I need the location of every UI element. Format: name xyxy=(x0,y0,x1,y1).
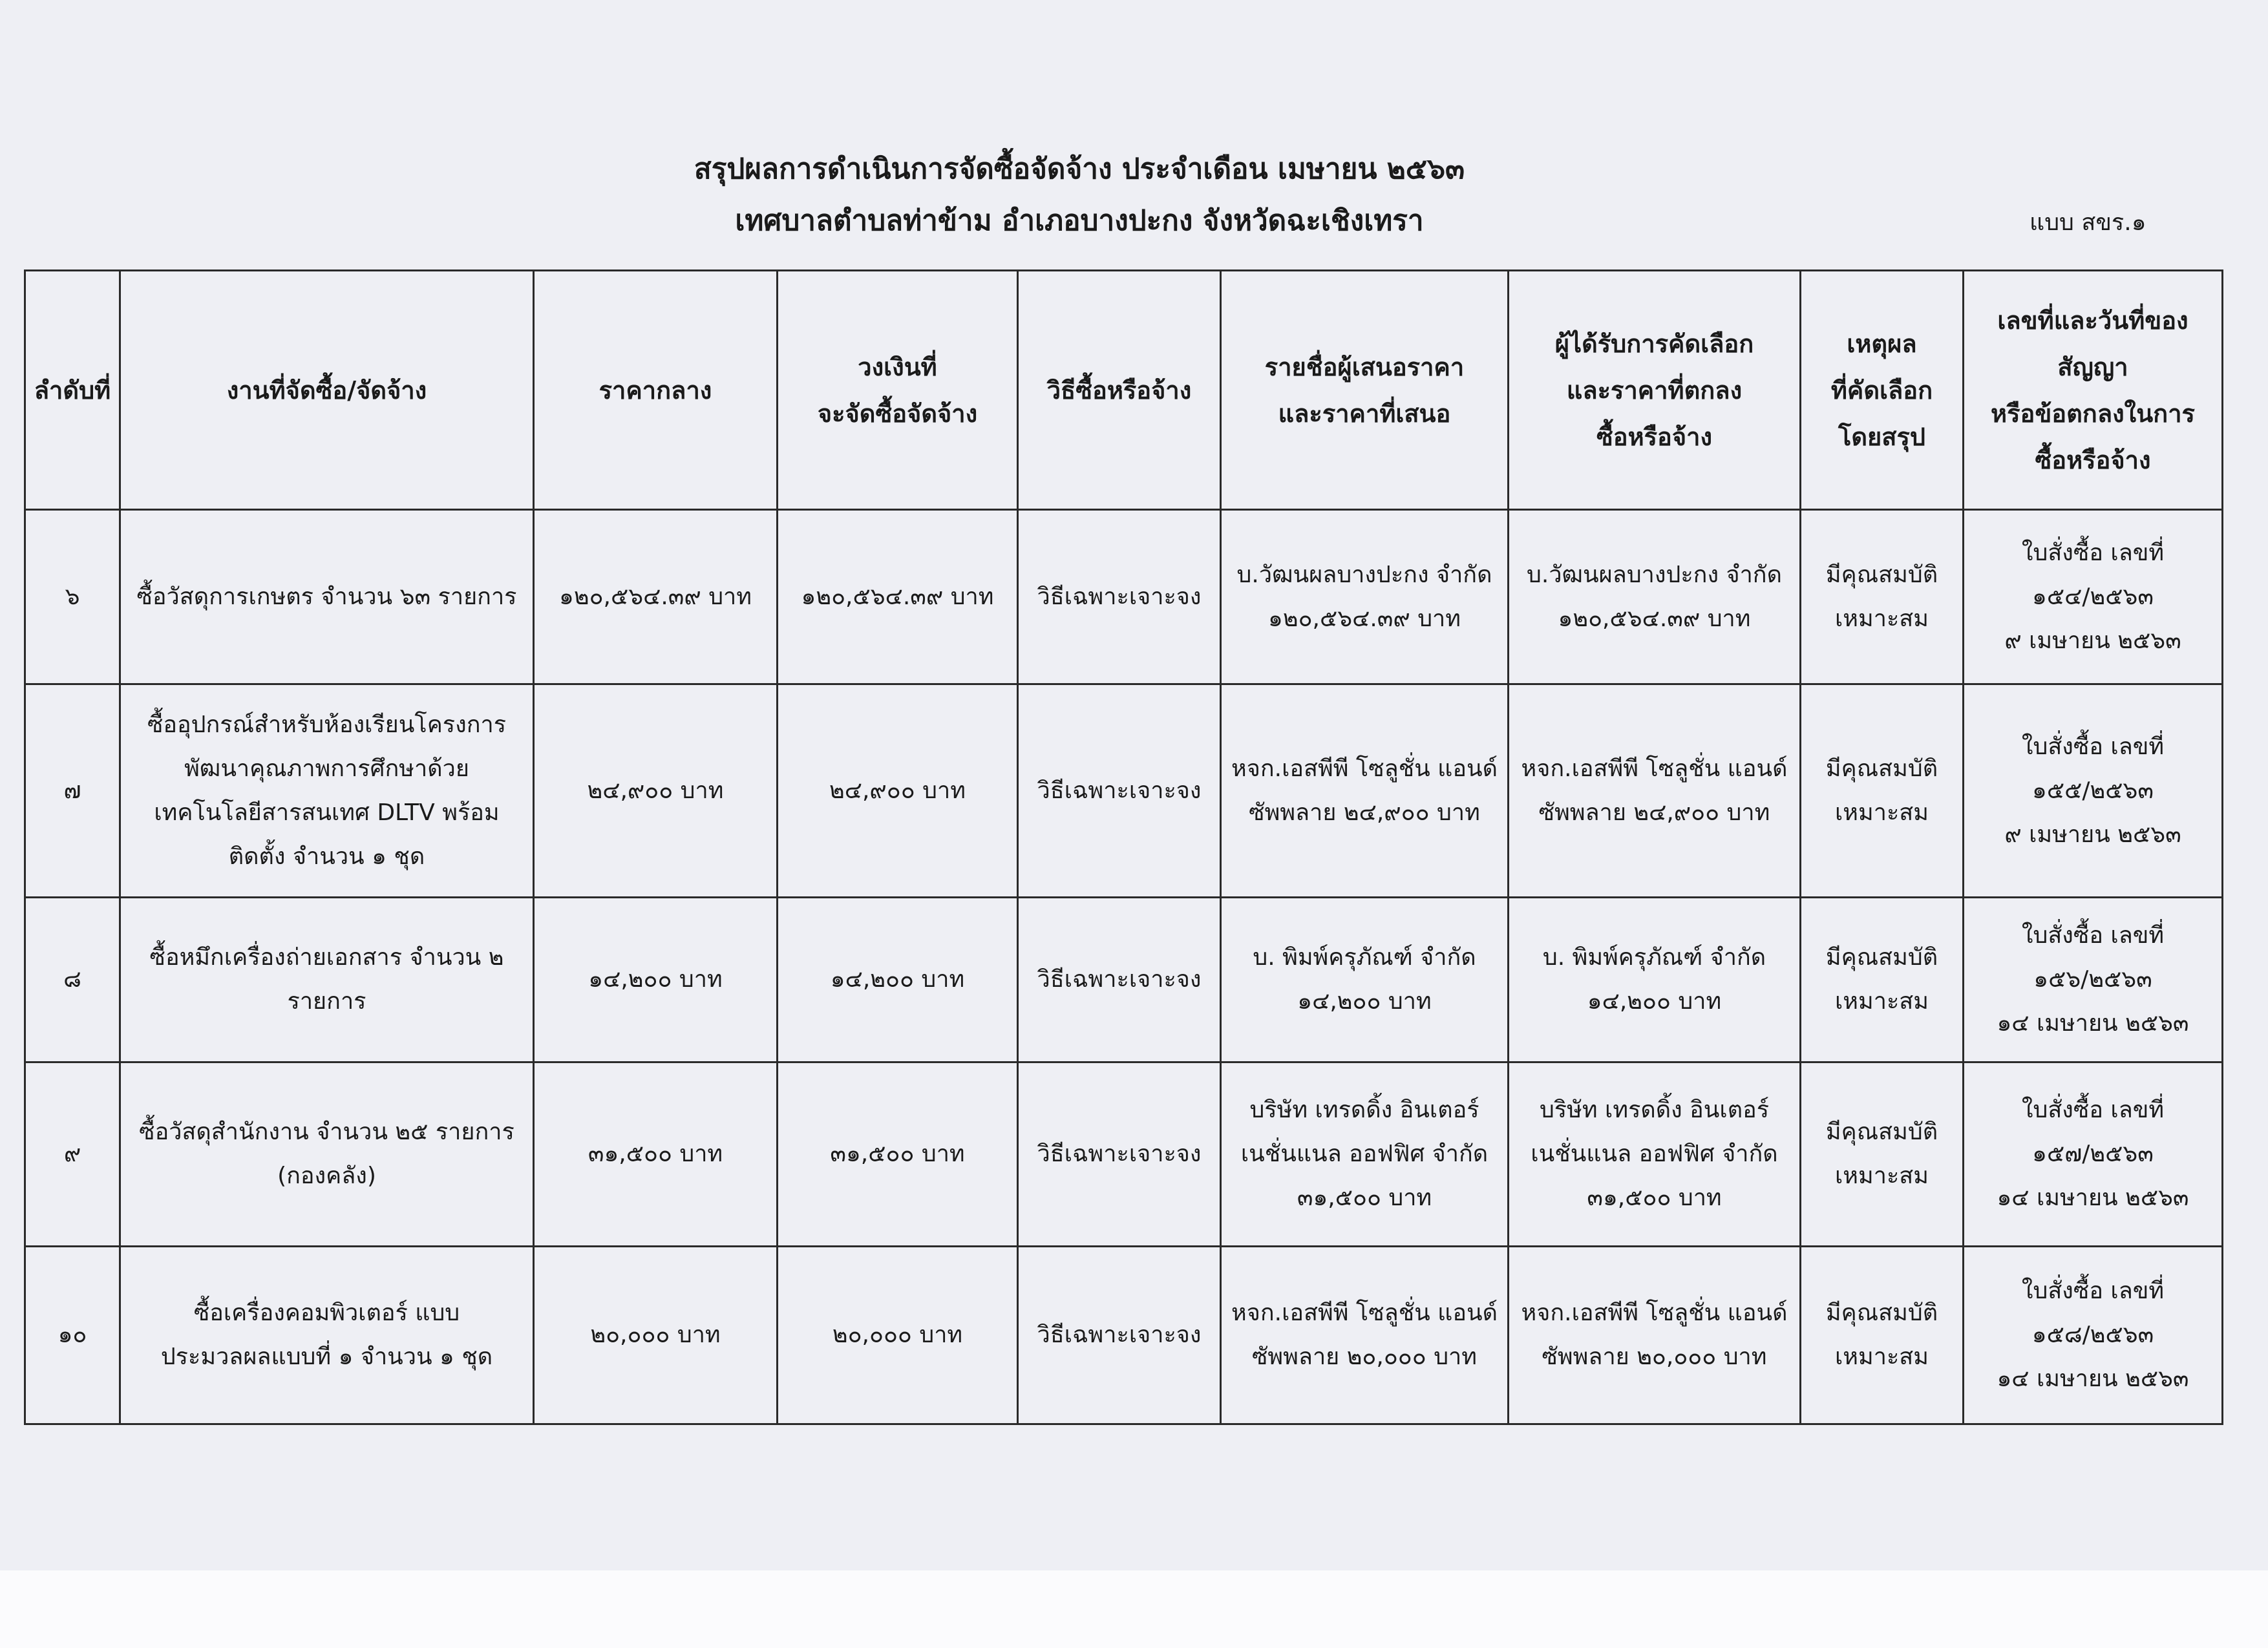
contract-reference: ใบสั่งซื้อ เลขที่ xyxy=(2021,1278,2165,1304)
row-number: ๑๐ xyxy=(58,1322,87,1348)
header-cell xyxy=(778,271,1018,510)
row-number: ๗ xyxy=(63,777,81,804)
header-label: งานที่จัดซื้อ/จัดจ้าง xyxy=(226,375,427,405)
selection-reason: เหมาะสม xyxy=(1834,799,1929,826)
selection-reason: มีคุณสมบัติ xyxy=(1825,1300,1938,1326)
procurement-method-cell xyxy=(1018,684,1221,898)
header-cell xyxy=(25,271,120,510)
selection-reason: มีคุณสมบัติ xyxy=(1825,561,1938,588)
median-price-cell xyxy=(534,1247,778,1424)
procurement-method: วิธีเฉพาะเจาะจง xyxy=(1037,583,1202,610)
row-number: ๖ xyxy=(65,583,80,610)
header-label: ผู้ได้รับการคัดเลือก xyxy=(1554,329,1754,358)
contract-reference: ๑๕๗/๒๕๖๓ xyxy=(2032,1141,2154,1167)
median-price: ๓๑,๕๐๐ บาท xyxy=(588,1141,723,1167)
header-cell xyxy=(120,271,534,510)
selection-reason-cell xyxy=(1801,898,1964,1062)
table-row xyxy=(25,510,2223,684)
budget-amount-cell xyxy=(778,1247,1018,1424)
item-description-cell xyxy=(120,510,534,684)
procurement-table xyxy=(24,269,2223,1425)
contract-reference-cell xyxy=(1964,1062,2223,1247)
table-header-row xyxy=(25,271,2223,510)
selected-vendor: ๓๑,๕๐๐ บาท xyxy=(1587,1185,1722,1211)
header-cell xyxy=(1221,271,1509,510)
budget-amount-cell xyxy=(778,684,1018,898)
header-label: โดยสรุป xyxy=(1838,422,1926,451)
header-label: วิธีซื้อหรือจ้าง xyxy=(1046,375,1192,405)
budget-amount-cell xyxy=(778,510,1018,684)
contract-reference: ใบสั่งซื้อ เลขที่ xyxy=(2021,733,2165,760)
document-subtitle: เทศบาลตำบลท่าข้าม อำเภอบางปะกง จังหวัดฉะเชิงเทรา xyxy=(735,204,1424,237)
selected-vendor: หจก.เอสพีพี โซลูชั่น แอนด์ xyxy=(1521,755,1788,782)
bidders-and-prices-cell xyxy=(1221,510,1509,684)
selected-vendor: ซัพพลาย ๒๐,๐๐๐ บาท xyxy=(1542,1344,1767,1370)
selected-vendor: เนชั่นแนล ออฟฟิศ จำกัด xyxy=(1531,1141,1778,1167)
contract-reference-cell xyxy=(1964,684,2223,898)
table-row xyxy=(25,1062,2223,1247)
bidders-and-prices: บ. พิมพ์ครุภัณฑ์ จำกัด xyxy=(1253,944,1476,971)
header-cell xyxy=(534,271,778,510)
selected-vendor: บริษัท เทรดดิ้ง อินเตอร์ xyxy=(1539,1097,1770,1123)
item-description: ติดตั้ง จำนวน ๑ ชุด xyxy=(228,843,425,870)
item-description: ซื้อวัสดุการเกษตร จำนวน ๖๓ รายการ xyxy=(136,583,517,610)
selection-reason-cell xyxy=(1801,1247,1964,1424)
median-price: ๒๐,๐๐๐ บาท xyxy=(590,1322,721,1348)
document-title: สรุปผลการดำเนินการจัดซื้อจัดจ้าง ประจำเดือน เมษายน ๒๕๖๓ xyxy=(694,153,1465,185)
contract-reference: ใบสั่งซื้อ เลขที่ xyxy=(2021,1097,2165,1123)
budget-amount: ๑๔,๒๐๐ บาท xyxy=(830,966,965,993)
item-description: ประมวลผลแบบที่ ๑ จำนวน ๑ ชุด xyxy=(160,1344,493,1370)
table-row xyxy=(25,684,2223,898)
budget-amount: ๑๒๐,๕๖๔.๓๙ บาท xyxy=(801,583,994,610)
table-row xyxy=(25,1247,2223,1424)
median-price: ๒๔,๙๐๐ บาท xyxy=(587,777,724,804)
bidders-and-prices: ซัพพลาย ๒๔,๙๐๐ บาท xyxy=(1249,799,1480,826)
selection-reason: มีคุณสมบัติ xyxy=(1825,755,1938,782)
item-description: ซื้ออุปกรณ์สำหรับห้องเรียนโครงการ xyxy=(147,711,507,738)
contract-reference-cell xyxy=(1964,510,2223,684)
procurement-method: วิธีเฉพาะเจาะจง xyxy=(1037,966,1202,993)
selected-vendor: บ. พิมพ์ครุภัณฑ์ จำกัด xyxy=(1542,944,1766,971)
header-label: สัญญา xyxy=(2057,352,2128,381)
selection-reason-cell xyxy=(1801,510,1964,684)
contract-reference: ใบสั่งซื้อ เลขที่ xyxy=(2021,922,2165,949)
item-description-cell xyxy=(120,898,534,1062)
bidders-and-prices: ๑๒๐,๕๖๔.๓๙ บาท xyxy=(1267,605,1461,632)
procurement-method-cell xyxy=(1018,510,1221,684)
header-label: ที่คัดเลือก xyxy=(1830,375,1933,405)
bidders-and-prices: บ.วัฒนผลบางปะกง จำกัด xyxy=(1236,561,1492,588)
row-number: ๙ xyxy=(63,1141,81,1167)
selected-vendor-cell xyxy=(1509,684,1801,898)
item-description: ซื้อวัสดุสำนักงาน จำนวน ๒๕ รายการ xyxy=(139,1119,514,1145)
procurement-method-cell xyxy=(1018,898,1221,1062)
header-label: เหตุผล xyxy=(1847,329,1917,358)
contract-reference: ๑๕๔/๒๕๖๓ xyxy=(2032,583,2154,610)
budget-amount: ๒๔,๙๐๐ บาท xyxy=(829,777,966,804)
selected-vendor: ๑๒๐,๕๖๔.๓๙ บาท xyxy=(1558,605,1751,632)
row-number-cell xyxy=(25,684,120,898)
selection-reason: เหมาะสม xyxy=(1834,605,1929,632)
row-number-cell xyxy=(25,1247,120,1424)
selection-reason-cell xyxy=(1801,1062,1964,1247)
header-cell xyxy=(1509,271,1801,510)
procurement-method-cell xyxy=(1018,1247,1221,1424)
contract-reference: ใบสั่งซื้อ เลขที่ xyxy=(2021,539,2165,566)
row-number-cell xyxy=(25,1062,120,1247)
row-number: ๘ xyxy=(63,966,81,993)
contract-reference: ๑๕๘/๒๕๖๓ xyxy=(2031,1322,2154,1348)
header-label: หรือข้อตกลงในการ xyxy=(1991,399,2195,428)
header-label: และราคาที่ตกลง xyxy=(1566,375,1743,405)
header-label: และราคาที่เสนอ xyxy=(1278,399,1451,428)
bidders-and-prices-cell xyxy=(1221,1062,1509,1247)
procurement-method: วิธีเฉพาะเจาะจง xyxy=(1037,1322,1202,1348)
selection-reason: มีคุณสมบัติ xyxy=(1825,944,1938,971)
budget-amount-cell xyxy=(778,898,1018,1062)
bidders-and-prices-cell xyxy=(1221,684,1509,898)
selected-vendor: ๑๔,๒๐๐ บาท xyxy=(1587,988,1722,1015)
contract-reference: ๑๕๕/๒๕๖๓ xyxy=(2032,777,2154,804)
header-cell xyxy=(1964,271,2223,510)
row-number-cell xyxy=(25,510,120,684)
item-description-cell xyxy=(120,1247,534,1424)
selection-reason: เหมาะสม xyxy=(1834,1344,1929,1370)
item-description-cell xyxy=(120,1062,534,1247)
contract-reference: ๑๔ เมษายน ๒๕๖๓ xyxy=(1997,1185,2189,1211)
header-label: รายชื่อผู้เสนอราคา xyxy=(1264,352,1465,381)
selected-vendor: ซัพพลาย ๒๔,๙๐๐ บาท xyxy=(1538,799,1770,826)
item-description: (กองคลัง) xyxy=(277,1163,376,1189)
item-description: ซื้อหมึกเครื่องถ่ายเอกสาร จำนวน ๒ xyxy=(149,944,504,971)
contract-reference: ๙ เมษายน ๒๕๖๓ xyxy=(2004,821,2181,848)
table-row xyxy=(25,898,2223,1062)
median-price: ๑๔,๒๐๐ บาท xyxy=(588,966,723,993)
contract-reference: ๑๕๖/๒๕๖๓ xyxy=(2033,966,2152,993)
contract-reference-cell xyxy=(1964,898,2223,1062)
median-price-cell xyxy=(534,684,778,898)
header-label: ซื้อหรือจ้าง xyxy=(2035,445,2151,474)
selected-vendor-cell xyxy=(1509,1062,1801,1247)
contract-reference: ๑๔ เมษายน ๒๕๖๓ xyxy=(1997,1010,2189,1037)
bidders-and-prices: ๑๔,๒๐๐ บาท xyxy=(1297,988,1432,1015)
header-cell xyxy=(1801,271,1964,510)
contract-reference-cell xyxy=(1964,1247,2223,1424)
median-price: ๑๒๐,๕๖๔.๓๙ บาท xyxy=(558,583,752,610)
median-price-cell xyxy=(534,1062,778,1247)
bidders-and-prices: เนชั่นแนล ออฟฟิศ จำกัด xyxy=(1240,1141,1489,1167)
bidders-and-prices: ๓๑,๕๐๐ บาท xyxy=(1297,1185,1432,1211)
selection-reason-cell xyxy=(1801,684,1964,898)
bidders-and-prices: ซัพพลาย ๒๐,๐๐๐ บาท xyxy=(1251,1344,1477,1370)
selection-reason: เหมาะสม xyxy=(1834,1163,1929,1189)
bidders-and-prices: หจก.เอสพีพี โซลูชั่น แอนด์ xyxy=(1231,755,1498,782)
selected-vendor: หจก.เอสพีพี โซลูชั่น แอนด์ xyxy=(1521,1300,1788,1326)
median-price-cell xyxy=(534,898,778,1062)
budget-amount-cell xyxy=(778,1062,1018,1247)
procurement-method: วิธีเฉพาะเจาะจง xyxy=(1037,777,1202,804)
selected-vendor-cell xyxy=(1509,1247,1801,1424)
header-cell xyxy=(1018,271,1221,510)
page-bottom-margin xyxy=(0,1570,2268,1648)
header-label: จะจัดซื้อจัดจ้าง xyxy=(817,399,978,428)
item-description: พัฒนาคุณภาพการศึกษาด้วย xyxy=(184,755,469,782)
bidders-and-prices: หจก.เอสพีพี โซลูชั่น แอนด์ xyxy=(1231,1300,1498,1326)
selected-vendor-cell xyxy=(1509,898,1801,1062)
header-label: ราคากลาง xyxy=(599,375,712,405)
header-label: ลำดับที่ xyxy=(34,375,111,405)
selected-vendor-cell xyxy=(1509,510,1801,684)
selected-vendor: บ.วัฒนผลบางปะกง จำกัด xyxy=(1527,561,1782,588)
budget-amount: ๓๑,๕๐๐ บาท xyxy=(830,1141,965,1167)
header-label: ซื้อหรือจ้าง xyxy=(1596,422,1713,451)
budget-amount: ๒๐,๐๐๐ บาท xyxy=(832,1322,963,1348)
header-label: เลขที่และวันที่ของ xyxy=(1997,306,2189,335)
selection-reason: เหมาะสม xyxy=(1834,988,1929,1015)
form-code: แบบ สขร.๑ xyxy=(2030,209,2146,236)
bidders-and-prices: บริษัท เทรดดิ้ง อินเตอร์ xyxy=(1249,1097,1479,1123)
header-label: วงเงินที่ xyxy=(858,352,937,381)
contract-reference: ๑๔ เมษายน ๒๕๖๓ xyxy=(1997,1366,2189,1392)
item-description: ซื้อเครื่องคอมพิวเตอร์ แบบ xyxy=(193,1300,460,1326)
bidders-and-prices-cell xyxy=(1221,898,1509,1062)
row-number-cell xyxy=(25,898,120,1062)
item-description-cell xyxy=(120,684,534,898)
procurement-method: วิธีเฉพาะเจาะจง xyxy=(1037,1141,1202,1167)
item-description: รายการ xyxy=(287,988,366,1015)
selection-reason: มีคุณสมบัติ xyxy=(1825,1119,1938,1145)
contract-reference: ๙ เมษายน ๒๕๖๓ xyxy=(2004,627,2181,654)
procurement-method-cell xyxy=(1018,1062,1221,1247)
item-description: เทคโนโลยีสารสนเทศ DLTV พร้อม xyxy=(154,799,500,826)
median-price-cell xyxy=(534,510,778,684)
bidders-and-prices-cell xyxy=(1221,1247,1509,1424)
